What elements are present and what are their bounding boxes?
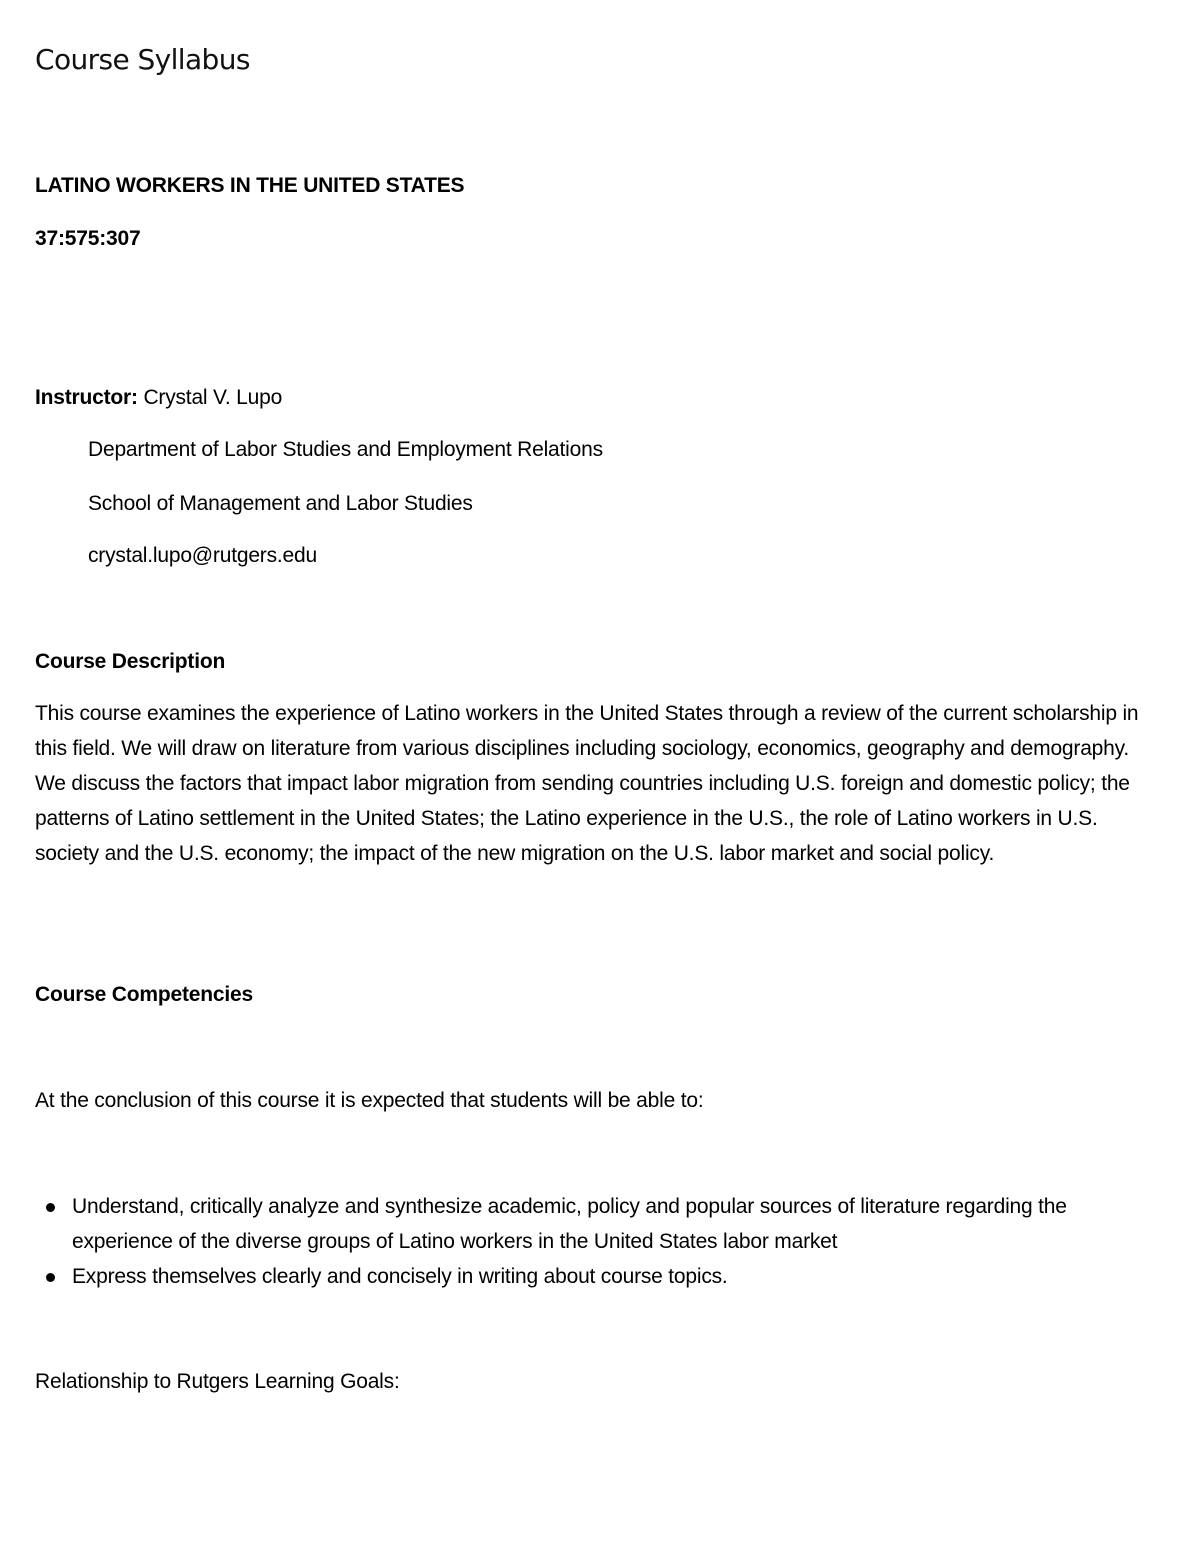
instructor-name: Crystal V. Lupo <box>137 386 283 409</box>
learning-goals-label: Relationship to Rutgers Learning Goals: <box>35 1370 400 1393</box>
instructor-email: crystal.lupo@rutgers.edu <box>88 544 317 567</box>
bullet-icon <box>46 1273 55 1282</box>
course-code: 37:575:307 <box>35 227 141 250</box>
course-description-body: This course examines the experience of Latino workers in the United States through a review of the current scholarship in this field. We will draw on literature from various disciplines including sociology, economics, geography and demography. We discuss the factors that impact labor migration from sending countries including U.S. foreign and domestic policy; the patterns of Latino settlement in the United States; the Latino experience in the U.S., the role of Latino workers in U.S. society and the U.S. economy; the impact of the new migration on the U.S. labor market and social policy. <box>35 702 1139 865</box>
list-item <box>35 1259 1145 1294</box>
competencies-intro: At the conclusion of this course it is expected that students will be able to: <box>35 1089 704 1112</box>
list-item-text: Express themselves clearly and concisely in writing about course topics. <box>72 1265 728 1288</box>
course-description-heading: Course Description <box>35 650 226 673</box>
instructor-label: Instructor: <box>35 386 138 409</box>
list-item <box>35 1189 1145 1259</box>
bullet-icon <box>46 1203 55 1212</box>
course-title: LATINO WORKERS IN THE UNITED STATES <box>35 174 465 197</box>
course-competencies-heading: Course Competencies <box>35 983 253 1006</box>
list-item-text: Understand, critically analyze and synthesize academic, policy and popular sources of literature regarding the experience of the diverse groups of Latino workers in the United States labor market <box>72 1195 1067 1253</box>
instructor-line <box>35 380 282 415</box>
instructor-department: Department of Labor Studies and Employment Relations <box>88 438 603 461</box>
competencies-list <box>35 1189 1145 1294</box>
instructor-school: School of Management and Labor Studies <box>88 492 473 515</box>
page-title: Course Syllabus <box>35 43 250 76</box>
